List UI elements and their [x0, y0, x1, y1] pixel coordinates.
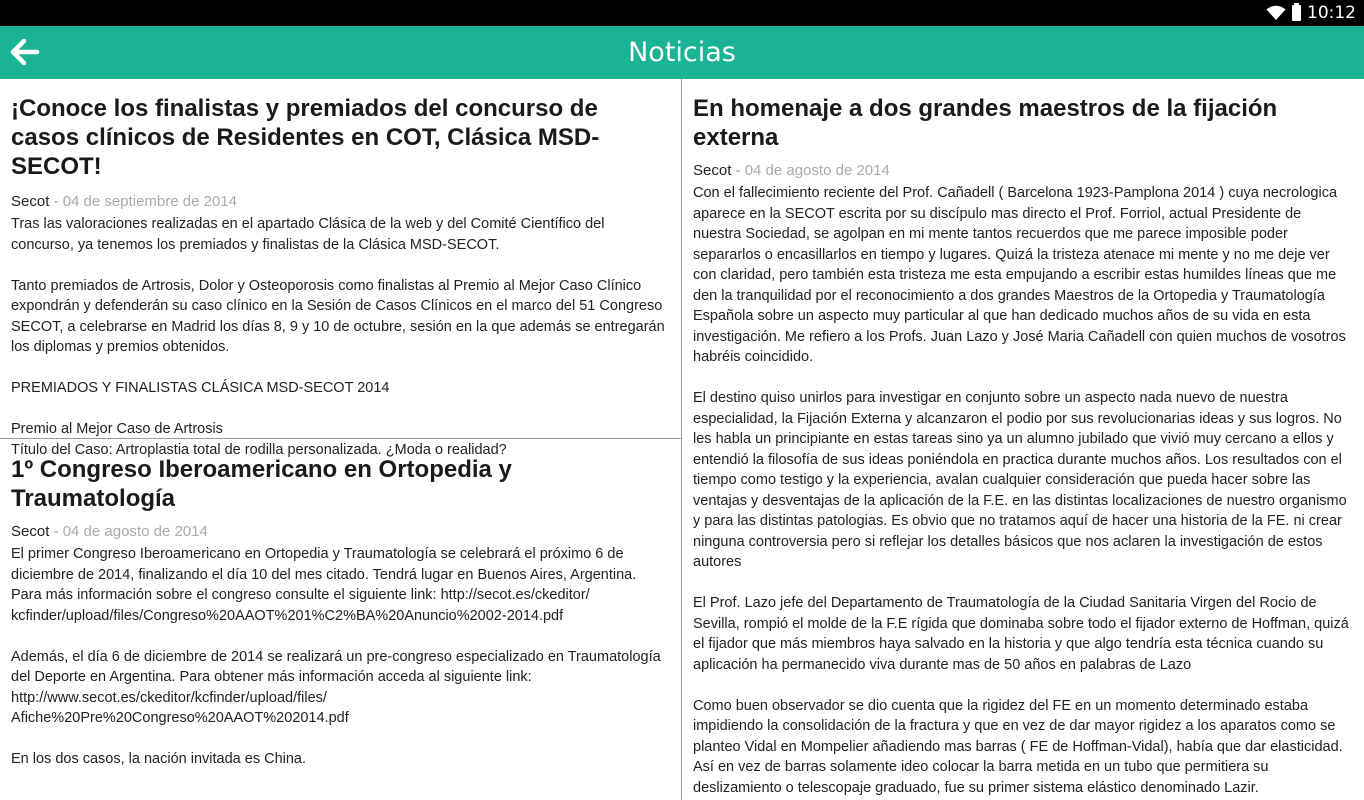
- news-body: El primer Congreso Iberoamericano en Ortopedia y Traumatología se celebrará el próximo 6 de diciembre de 2014, finalizando el día 10 del mes citado. Tendrá lugar en Buenos Aires, Argentina. Para más información sobre el congreso consulte el siguiente link: http://secot.es/ckeditor/ kcfinder/upload/files/Congreso%20AAOT%201%C2%BA%20Anuncio%2002-2014.pdf Además, el día 6 de diciembre de 2014 se realizará un pre-congreso especializado en Traumatología del Deporte en Argentina. Para obtener más información acceda al siguiente link: http://www.secot.es/ckeditor/kcfinder/upload/files/ Afiche%20Pre%20Congreso%20AAOT%202014.pdf En los dos casos, la nación invitada es China.: [11, 546, 661, 767]
- news-meta-separator: -: [731, 162, 745, 179]
- news-title: 1º Congreso Iberoamericano en Ortopedia y Traumatología: [11, 456, 512, 512]
- arrow-left-icon[interactable]: [10, 37, 40, 67]
- news-title: ¡Conoce los finalistas y premiados del concurso de casos clínicos de Residentes en COT, Clásica MSD-SECOT!: [11, 95, 600, 180]
- news-meta: [11, 523, 670, 541]
- news-title: En homenaje a dos grandes maestros de la fijación externa: [693, 95, 1278, 151]
- news-column-right: [682, 79, 1364, 800]
- news-item[interactable]: [682, 79, 1364, 798]
- news-column-left: [0, 79, 681, 800]
- news-item[interactable]: [0, 439, 681, 770]
- news-meta-separator: -: [49, 523, 63, 540]
- status-time: 10:12: [1307, 3, 1356, 23]
- battery-icon: [1292, 5, 1301, 21]
- status-indicators: [1266, 2, 1356, 24]
- news-source: Secot: [11, 193, 50, 210]
- news-body: Con el fallecimiento reciente del Prof. Cañadell ( Barcelona 1923-Pamplona 2014 ) cuya necrologica aparece en la SECOT escrita por su discípulo mas directo el Prof. Forriol, actual Presidente de nuestra Sociedad, se agolpan en mi mente tantos recuerdos que me parece imposible poder separarlos o encasillarlos en tiempo y lugares. Quizá la tristeza atenace mi mente y no me deje ver con claridad, pero también esta tristeza me esta empujando a escribir estas humildes líneas que me den la tranquilidad por el reconocimiento a dos grandes Maestros de la Ortopedia y Traumatología Española sobre un aspecto muy particular al que han dedicado muchos años de su vida en esta investigación. Me refiero a los Profs. Juan Lazo y José Maria Cañadell con quien muchos de vosotros habréis coincidido. El destino quiso unirlos para investigar en conjunto sobre un aspecto nada nuevo de nuestra especialidad, la Fijación Externa y alcanzaron el podio por sus revolucionarias ideas y sus logros. No les habla un principiante en estas tareas sino ya un alumno jubilado que vivió muy cercano a ellos y entendió la filosofía de sus ideas poniéndola en practica durante muchos años. Los resultados con el tiempo como testigo y la experiencia, avalan cualquier consideración que pueda hacer sobre las ventajas y desventajas de la aplicación de la F.E. en las distintas localizaciones de nuestro organismo y para las distintas patologias. Es obvio que no tratamos aquí de hacer una historia de la FE. ni crear ninguna controversia pero si reflejar los detalles básicos que nos aclaren la investigación de estos autores El Prof. Lazo jefe del Departamento de Traumatología de la Ciudad Sanitaria Virgen del Rocio de Sevilla, rompió el molde de la F.E rígida que dominaba sobre todo el fijador externo de Hoffman, quizá el fijador que más miembros haya salvado en la historia y que algo tendría esta técnica cuando su aplicación ha permanecido viva durante mas de 50 años en palabras de Lazo Como buen observador se dio cuenta que la rigidez del FE en un momento determinado estaba impidiendo la consolidación de la fractura y que en vez de dar mayor rigidez a los aparatos como se planteo Vidal en Mompelier añadiendo mas barras ( FE de Hoffman-Vidal), había que dar elasticidad. Así en vez de barras solamente ideo colocar la barra metida en un tubo que permitiera su deslizamiento o telescopaje graduado, fue su primer sistema elástico denominado Lazir.: [693, 185, 1349, 796]
- news-meta: [11, 193, 670, 211]
- news-meta-separator: -: [49, 193, 63, 210]
- news-body: Tras las valoraciones realizadas en el apartado Clásica de la web y del Comité Científico del concurso, ya tenemos los premiados y finalistas de la Clásica MSD-SECOT. Tanto premiados de Artrosis, Dolor y Osteoporosis como finalistas al Premio al Mejor Caso Clínico expondrán y defenderán su caso clínico en la Sesión de Casos Clínicos en el marco del 51 Congreso SECOT, a celebrarse en Madrid los días 8, 9 y 10 de octubre, sesión en la que además se entregarán los diplomas y premios obtenidos. PREMIADOS Y FINALISTAS CLÁSICA MSD-SECOT 2014 Premio al Mejor Caso de Artrosis Título del Caso: Artroplastia total de rodilla personalizada. ¿Moda o realidad?: [11, 216, 665, 458]
- news-meta: [693, 162, 1353, 180]
- news-content: [0, 79, 1364, 800]
- news-date: 04 de agosto de 2014: [744, 162, 890, 179]
- app-bar: [0, 26, 1364, 79]
- news-date: 04 de septiembre de 2014: [62, 193, 237, 210]
- news-source: Secot: [11, 523, 50, 540]
- status-bar: [0, 0, 1364, 26]
- news-source: Secot: [693, 162, 732, 179]
- wifi-icon: [1266, 5, 1286, 21]
- news-item[interactable]: [0, 79, 681, 458]
- page-title: Noticias: [628, 37, 736, 68]
- news-date: 04 de agosto de 2014: [62, 523, 208, 540]
